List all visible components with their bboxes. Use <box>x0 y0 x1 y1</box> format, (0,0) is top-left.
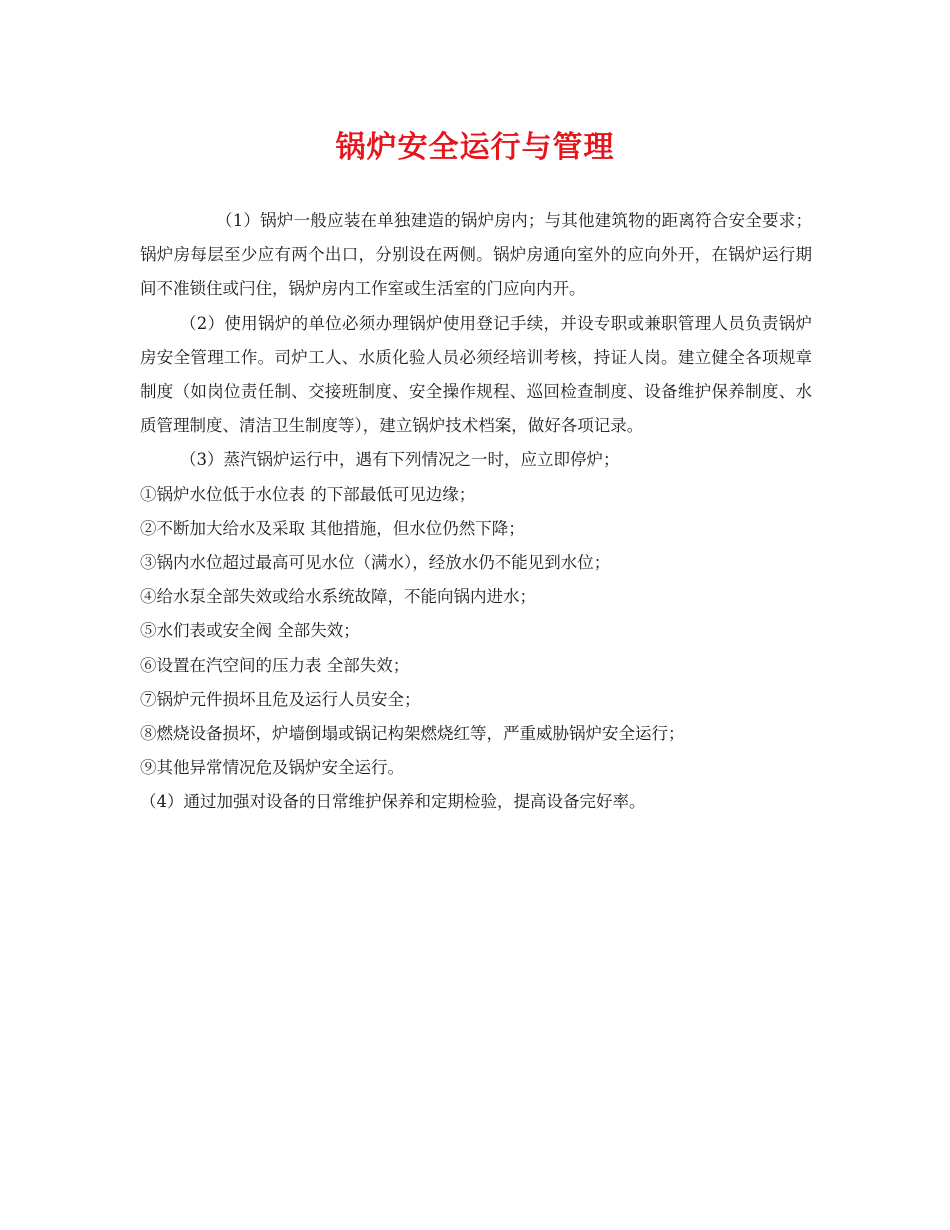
paragraph-4: （4）通过加强对设备的日常维护保养和定期检验，提高设备完好率。 <box>140 792 646 812</box>
list-item-4: ④给水泵全部失效或给水系统故障，不能向锅内进水； <box>140 587 536 607</box>
list-item-8: ⑧燃烧设备损坏，炉墙倒塌或锅记构架燃烧红等，严重威胁锅炉安全运行； <box>140 724 685 744</box>
list-item-2: ②不断加大给水及采取 其他措施，但水位仍然下降； <box>140 518 525 538</box>
paragraph-2: （2）使用锅炉的单位必须办理锅炉使用登记手续，并设专职或兼职管理人员负责锅炉房安全管理工作。司炉工人、水质化验人员必须经培训考核，持证人岗。建立健全各项规章制度（如岗位责任制、交接班制度、安全操作规程、巡回检查制度、设备维护保养制度、水质管理制度、清洁卫生制度等），建立锅炉技术档案，做好各项记录。 <box>140 313 812 436</box>
list-item-1: ①锅炉水位低于水位表 的下部最低可见边缘； <box>140 484 476 504</box>
list-item-7: ⑦锅炉元件损坏且危及运行人员安全； <box>140 689 421 709</box>
list-item-6: ⑥设置在汽空间的压力表 全部失效； <box>140 655 410 675</box>
paragraph-3: （3）蒸汽锅炉运行中，遇有下列情况之一时，应立即停炉； <box>180 450 620 470</box>
paragraph-1: （1）锅炉一般应装在单独建造的锅炉房内；与其他建筑物的距离符合安全要求；锅炉房每层至少应有两个出口，分别设在两侧。锅炉房通向室外的应向外开，在锅炉运行期间不准锁住或闩住，锅炉房内工作室或生活室的门应向内开。 <box>140 211 812 299</box>
list-item-5: ⑤水们表或安全阀 全部失效； <box>140 621 360 641</box>
list-item-3: ③锅内水位超过最高可见水位（满水），经放水仍不能见到水位； <box>140 553 611 573</box>
document-title: 锅炉安全运行与管理 <box>335 130 615 165</box>
list-item-9: ⑨其他异常情况危及锅炉安全运行。 <box>140 758 404 778</box>
document-body <box>140 204 812 820</box>
